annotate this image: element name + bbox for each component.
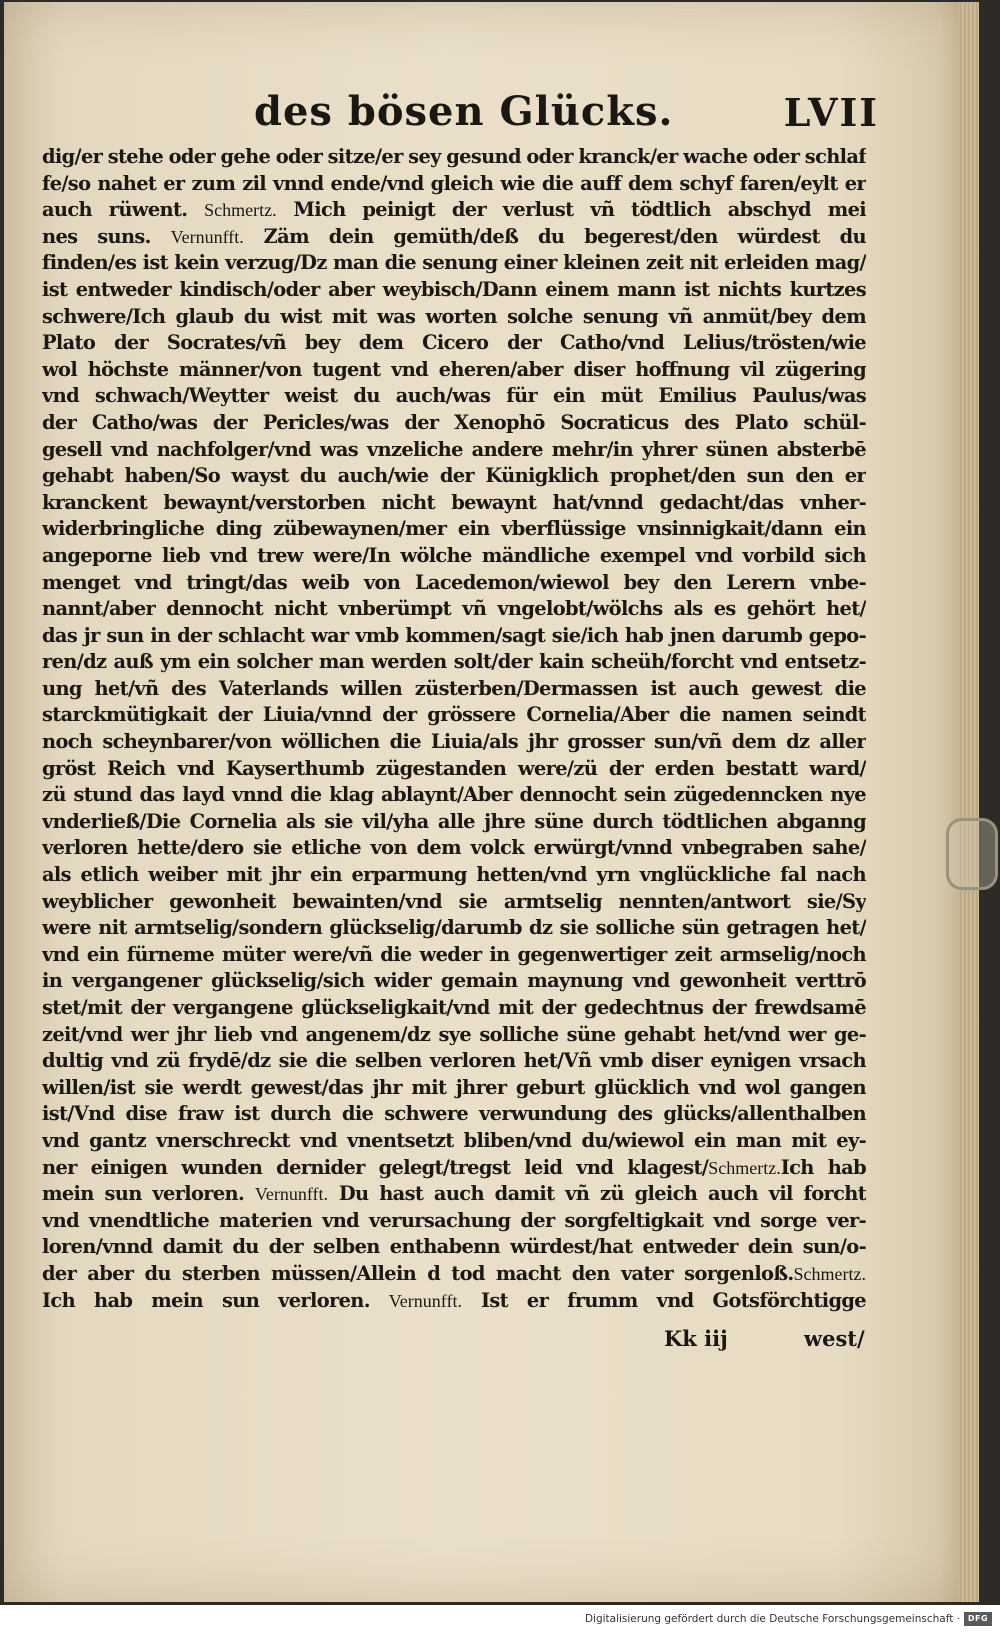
text-run: der Catho/was der Pericles/was der Xenophō Socraticus des Plato schül- [42,410,866,434]
text-run: ist/Vnd dise fraw ist durch die schwere verwundung des glücks/allenthalben [42,1102,866,1126]
text-line [42,649,866,676]
catchword: west/ [804,1326,865,1351]
text-run: in vergangener glückselig/sich wider gemain maynung vnd gewonheit verttrō [42,969,866,993]
text-line [42,1181,866,1208]
running-title: des bösen Glücks. [254,88,674,135]
text-line [42,197,866,224]
text-run: dig/er stehe oder gehe oder sitze/er sey gesund oder kranck/er wache oder schlaf [42,145,866,168]
text-run: schwere/Ich glaub du wist mit was worten solche senung vñ anmüt/bey dem [42,304,866,328]
text-line [42,171,866,198]
speaker-label: Vernunfft. [388,1290,462,1311]
text-run: angeporne lieb vnd trew were/In wölche mändliche exempel vnd vorbild sich [42,543,866,567]
text-line [42,835,866,862]
signature-mark: Kk iij [664,1326,728,1351]
text-run: vnd schwach/Weytter weist du auch/was für ein müt Emilius Paulus/was [42,384,866,408]
text-run: wol höchste männer/von tugent vnd eheren/aber diser hoffnung vil zügering [42,357,866,381]
text-run: willen/ist sie werdt gewest/das jhr mit jhrer geburt glücklich vnd wol gangen [42,1075,866,1099]
text-line [42,702,866,729]
text-run: vnd vnendtliche materien vnd verursachung der sorgfeltigkait vnd sorge ver- [42,1208,866,1232]
text-run: vnd ein fürneme müter were/vñ die weder in gegenwertiger zeit armselig/noch [42,942,866,966]
text-run: ner einigen wunden dernider gelegt/tregst leid vnd klagest/ [42,1155,709,1179]
text-run: vnd gantz vnerschreckt vnd vnentsetzt bliben/vnd du/wiewol ein man mit ey- [42,1128,866,1152]
text-run: loren/vnnd damit du der selben enthabenn würdest/hat entweder dein sun/o- [42,1235,866,1259]
text-run: verloren hette/dero sie etliche von dem volck erwürgt/vnnd vnbegraben sahe/ [42,836,866,860]
text-run: Ich hab [780,1155,866,1179]
text-run: noch scheynbarer/von wöllichen die Liuia/als jhr grosser sun/vñ dem dz aller [42,730,866,754]
text-run: Du hast auch damit vñ zü gleich auch vil forcht [328,1182,866,1206]
text-line [42,756,866,783]
speaker-label: Schmertz. [204,200,277,221]
text-run: starckmütigkait der Liuia/vnnd der grössere Cornelia/Aber die namen seindt [42,703,866,727]
text-run: Mich peinigt der verlust vñ tödtlich abschyd mei [276,198,866,222]
text-line [42,463,866,490]
text-line [42,357,866,384]
text-run: stet/mit der vergangene glückseligkait/vnd mit der gedechtnus der frewdsamē [42,996,866,1019]
text-run: gesell vnd nachfolger/vnd was vnzeliche andere mehr/in yhrer sünen absterbē [42,437,866,461]
body-text [42,144,866,1314]
text-run: Plato der Socrates/vñ bey dem Cicero der Catho/vnd Lelius/trösten/wie [42,331,866,355]
text-run: Ist er frumm vnd Gotsförchtigge [461,1288,866,1312]
text-run: der aber du sterben müssen/Allein d tod macht den vater sorgenloß. [42,1261,794,1285]
text-line [42,1234,866,1261]
text-line [42,1288,866,1315]
text-run: finden/es ist kein verzug/Dz man die senung einer kleinen zeit nit erleiden mag/ [42,251,866,275]
text-run: fe/so nahet er zum zil vnnd ende/vnd gleich wie die auff dem schyf faren/eylt er [42,171,866,195]
text-run: gehabt haben/So wayst du auch/wie der Künigklich prophet/den sun den er [42,464,866,488]
text-run: nes suns. [42,224,171,248]
text-line [42,1075,866,1102]
text-line [42,1048,866,1075]
text-line [42,277,866,304]
text-line [42,383,866,410]
text-run: Ich hab mein sun verloren. [42,1288,389,1312]
text-run: ung het/vñ des Vaterlands willen züsterben/Dermassen ist auch gewest die [42,676,866,700]
page-footer [4,1326,979,1362]
text-line [42,676,866,703]
text-line [42,1155,866,1182]
text-line [42,1208,866,1235]
text-line [42,304,866,331]
text-line [42,1022,866,1049]
text-line [42,490,866,517]
text-run: als etlich weiber mit jhr ein erparmung hetten/vnd yrn vnglückliche fal nach [42,863,866,887]
text-run: widerbringliche ding zübewaynen/mer ein vberflüssige vnsinnigkait/dann ein [42,517,866,541]
text-line [42,410,866,437]
text-line [42,570,866,597]
text-line [42,889,866,916]
book-page [4,2,979,1602]
text-line [42,995,866,1022]
text-run: zeit/vnd wer jhr lieb vnd angenem/dz sye solliche süne gehabt het/vnd wer ge- [42,1022,866,1046]
text-line [42,144,866,171]
text-run: ist entweder kindisch/oder aber weybisch/Dann einem mann ist nichts kurtzes [42,277,866,301]
text-line [42,862,866,889]
speaker-label: Schmertz. [708,1157,781,1178]
text-line [42,516,866,543]
text-run: gröst Reich vnd Kayserthumb zügestanden were/zü der erden bestatt ward/ [42,756,866,780]
text-run: nannt/aber dennocht nicht vnberümpt vñ vngelobt/wölchs als es gehört het/ [42,597,866,621]
text-line [42,1101,866,1128]
text-run: das jr sun in der schlacht war vmb kommen/sagt sie/ich hab jnen darumb gepo- [42,623,866,647]
text-run: Zäm dein gemüth/deß du begerest/den würdest du [243,224,866,248]
book-clip [946,818,998,890]
page-header [44,88,879,144]
text-line [42,729,866,756]
text-line [42,596,866,623]
text-run: vnderließ/Die Cornelia als sie vil/yha alle jhre süne durch tödtlichen abganng [42,809,866,833]
text-run: weyblicher gewonheit bewainten/vnd sie armtselig nennten/antwort sie/Sy [42,889,866,913]
text-run: mein sun verloren. [42,1182,255,1206]
folio-number: LVII [783,90,879,135]
text-line [42,250,866,277]
speaker-label: Vernunfft. [170,226,244,247]
text-run: ren/dz auß ym ein solcher man werden solt/der kain scheüh/forcht vnd entsetz- [42,650,866,674]
credit-text: Digitalisierung gefördert durch die Deutsche Forschungsgemeinschaft · [584,1613,960,1625]
text-run: zü stund das layd vnnd die klag ablaynt/Aber dennocht sein zügedenncken nye [42,783,866,807]
text-line [42,623,866,650]
text-line [42,809,866,836]
text-line [42,1128,866,1155]
text-run: dultig vnd zü frydē/dz sie die selben verloren het/Vñ vmb diser eynigen vrsach [42,1049,866,1073]
text-line [42,224,866,251]
text-line [42,782,866,809]
text-run: kranckent bewaynt/verstorben nicht bewaynt hat/vnnd gedacht/das vnher- [42,490,866,514]
text-run: were nit armtselig/sondern glückselig/darumb dz sie solliche sün getragen het/ [42,916,866,940]
digitization-credit-bar [0,1605,1000,1635]
page-fore-edge [959,2,979,1602]
text-line [42,543,866,570]
text-line [42,968,866,995]
speaker-label: Vernunfft. [254,1184,329,1205]
speaker-label: Schmertz. [793,1263,866,1284]
text-line [42,942,866,969]
text-line [42,437,866,464]
text-line [42,915,866,942]
text-line [42,1261,866,1288]
text-line [42,330,866,357]
dfg-logo: DFG [964,1612,992,1626]
text-run: auch rüwent. [42,198,205,222]
text-run: menget vnd tringt/das weib von Lacedemon/wiewol bey den Lerern vnbe- [42,570,866,594]
